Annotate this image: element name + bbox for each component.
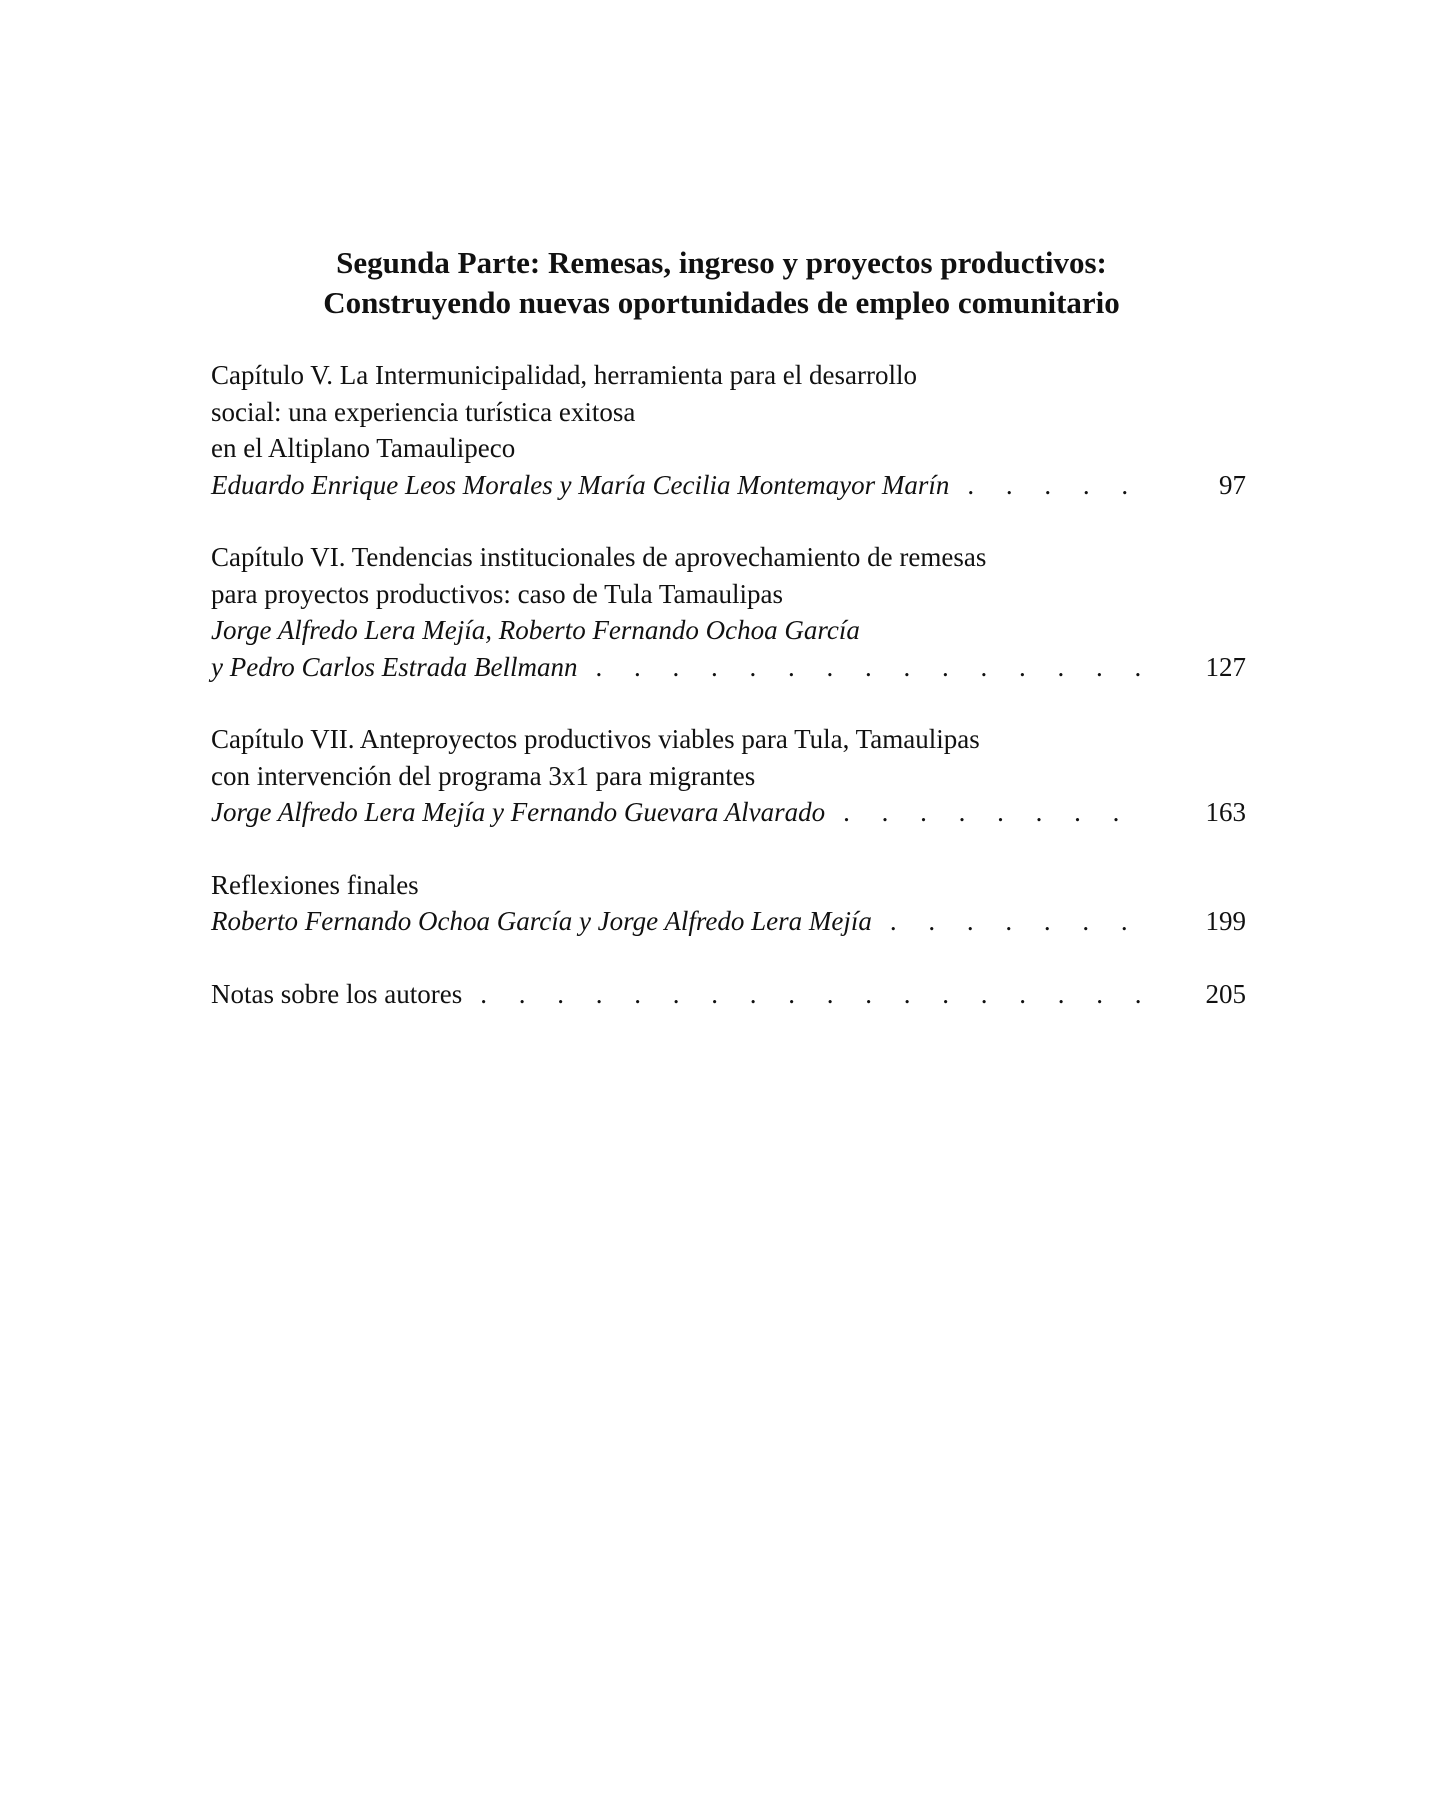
toc-entry-title-line: con intervención del programa 3x1 para migrantes xyxy=(211,760,756,791)
dot-leader xyxy=(462,976,1140,1013)
toc-entry-leader-line xyxy=(211,649,1246,686)
toc-entry-leader-line xyxy=(211,467,1246,504)
dot-leader xyxy=(949,467,1140,504)
toc-entry-title-line: Capítulo V. La Intermunicipalidad, herramienta para el desarrollo xyxy=(211,360,918,390)
toc-entry-leader-line xyxy=(211,794,1246,831)
toc-entry-title: Notas sobre los autores xyxy=(211,978,463,1009)
dot-leader xyxy=(825,794,1140,831)
toc-entry-page-number[interactable]: 127 xyxy=(1205,651,1246,682)
toc-entry-authors: Roberto Fernando Ochoa García y Jorge Alfredo Lera Mejía xyxy=(211,906,872,936)
dot-leader xyxy=(577,649,1140,686)
toc-entry-chapter-5[interactable] xyxy=(211,357,1246,503)
toc-entry-title-line: Capítulo VII. Anteproyectos productivos viables para Tula, Tamaulipas xyxy=(211,724,980,754)
toc-entry-chapter-6[interactable] xyxy=(211,539,1246,685)
toc-entry-author-notes[interactable] xyxy=(211,976,1246,1013)
part-heading-line-2: Construyendo nuevas oportunidades de empleo comunitario xyxy=(323,285,1120,320)
toc-entry-page-number[interactable]: 205 xyxy=(1205,978,1246,1009)
toc-entry-title-line: Reflexiones finales xyxy=(211,869,419,900)
toc-entry-title-line: para proyectos productivos: caso de Tula Tamaulipas xyxy=(211,578,783,609)
toc-entry-authors: Eduardo Enrique Leos Morales y María Cecilia Montemayor Marín xyxy=(211,469,950,500)
toc-entry-authors: y Pedro Carlos Estrada Bellmann xyxy=(211,651,578,682)
toc-entry-title-line: en el Altiplano Tamaulipeco xyxy=(211,433,516,463)
toc-entry-leader-line xyxy=(211,976,1246,1013)
toc-entry-page-number[interactable]: 199 xyxy=(1205,906,1246,936)
toc-entry-leader-line xyxy=(211,903,1246,940)
toc-entry-chapter-7[interactable] xyxy=(211,721,1246,831)
table-of-contents xyxy=(211,357,1246,1012)
toc-entry-page-number[interactable]: 97 xyxy=(1219,469,1246,500)
toc-entry-title-line: Capítulo VI. Tendencias institucionales de aprovechamiento de remesas xyxy=(211,542,987,572)
toc-entry-title-line: social: una experiencia turística exitosa xyxy=(211,396,636,427)
part-heading-line-1: Segunda Parte: Remesas, ingreso y proyectos productivos: xyxy=(336,245,1107,280)
toc-entry-authors: Jorge Alfredo Lera Mejía y Fernando Guevara Alvarado xyxy=(211,797,826,827)
dot-leader xyxy=(872,903,1140,940)
toc-entry-authors: Jorge Alfredo Lera Mejía, Roberto Fernando Ochoa García xyxy=(211,615,860,645)
part-heading xyxy=(0,243,1443,323)
toc-entry-page-number[interactable]: 163 xyxy=(1205,797,1246,827)
toc-entry-final-reflections[interactable] xyxy=(211,867,1246,940)
